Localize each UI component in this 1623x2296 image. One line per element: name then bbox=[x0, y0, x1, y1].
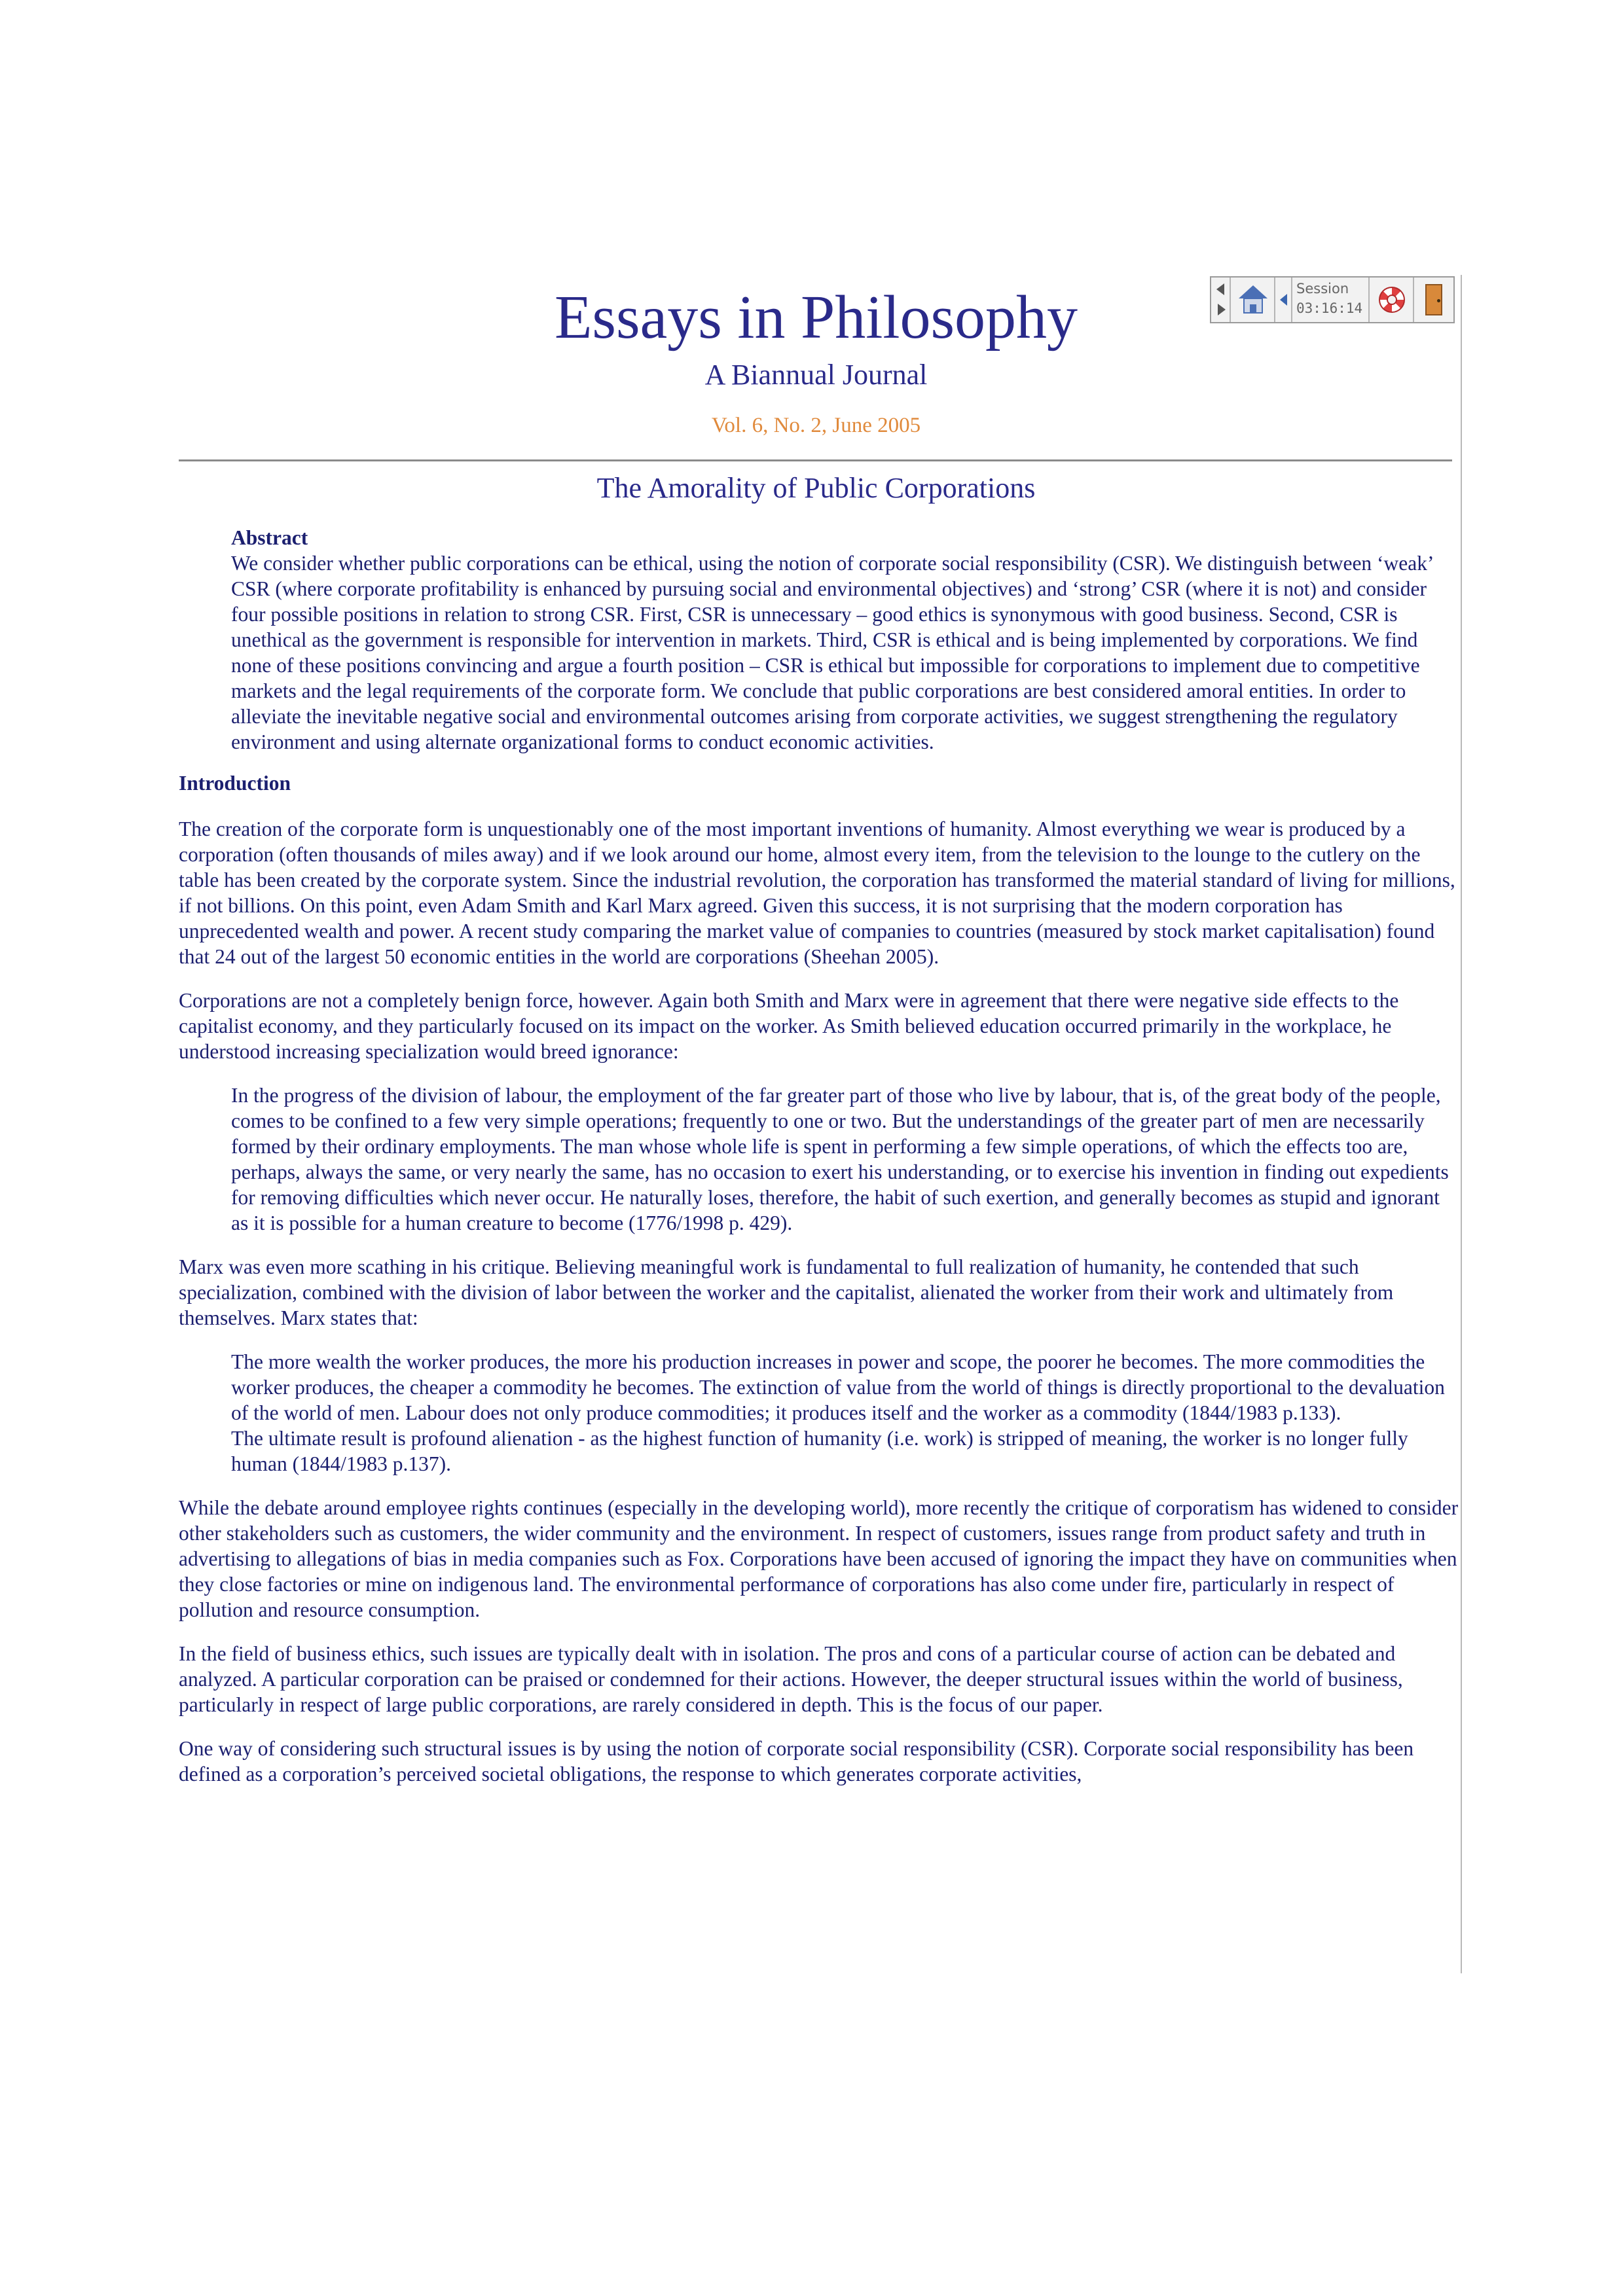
header-divider bbox=[179, 459, 1452, 461]
session-label: Session bbox=[1296, 281, 1349, 296]
prev-next-icon[interactable] bbox=[1211, 278, 1231, 322]
paragraph: While the debate around employee rights continues (especially in the developing world), more recently the critique of corporatism has widened to consider other stakeholders such as customers, the wider community and the environment. In respect of customers, issues range from product safety and truth in advertising to allegations of bias in media companies such as Fox. Corporations have been accused of ignoring the impact they have on communities when they close factories or mine on indigenous land. The environmental performance of corporations has also come under fire, particularly in respect of pollution and resource consumption. bbox=[179, 1496, 1459, 1621]
abstract-text: We consider whether public corporations can be ethical, using the notion of corporate social responsibility (CSR). We distinguish between ‘weak’ CSR (where corporate profitability is enhanced by pursuing social and environmental objectives) and ‘strong’ CSR (where it is not) and consider four possible positions in relation to strong CSR. First, CSR is unnecessary – good ethics is synonymous with good business. Second, CSR is unethical as the government is responsible for intervention in markets. Third, CSR is ethical and is being implemented by corporations. We find none of these positions convincing and argue a fourth position – CSR is ethical but impossible for corporations to implement due to competitive markets and the legal requirements of the corporate form. We conclude that public corporations are best considered amoral entities. In order to alleviate the inevitable negative social and environmental outcomes arising from corporate activities, we suggest strengthening the regulatory environment and using alternate organizational forms to conduct economic activities. bbox=[231, 552, 1433, 753]
session-time: 03:16:14 bbox=[1296, 300, 1363, 316]
article-body bbox=[179, 525, 1459, 1805]
block-quote-smith bbox=[231, 1083, 1455, 1236]
article-title: The Amorality of Public Corporations bbox=[596, 472, 1036, 504]
journal-title: Essays in Philosophy bbox=[554, 283, 1078, 351]
introduction-heading: Introduction bbox=[179, 772, 291, 795]
paragraph: In the field of business ethics, such issues are typically dealt with in isolation. The pros and cons of a particular course of action can be debated and analyzed. A particular corporation can be praised or condemned for their actions. However, the deeper structural issues within the world of business, particularly in respect of large public corporations, are rarely considered in depth. This is the focus of our paper. bbox=[179, 1642, 1403, 1716]
quote-text: The ultimate result is profound alienation - as the highest function of humanity (i.e. work) is stripped of meaning, the worker is no longer fully human (1844/1983 p.137). bbox=[231, 1427, 1408, 1475]
paragraph: The creation of the corporate form is unquestionably one of the most important inventions of humanity. Almost everything we wear is produced by a corporation (often thousands of miles away) and if we look around our home, almost every item, from the television to the lounge to the cutlery on the table has been created by the corporate system. Since the industrial revolution, the corporation has transformed the material standard of living for millions, if not billions. On this point, even Adam Smith and Karl Marx agreed. Given this success, it is not surprising that the modern corporation has unprecedented wealth and power. A recent study comparing the market value of companies to countries (measured by stock market capitalisation) found that 24 out of the largest 50 economic entities in the world are corporations (Sheehan 2005). bbox=[179, 817, 1455, 968]
help-icon[interactable] bbox=[1370, 278, 1414, 322]
quote-text: In the progress of the division of labour, the employment of the far greater part of those who live by labour, that is, of the great body of the people, comes to be confined to a few very simple operations; frequently to one or two. But the understandings of the greater part of men are necessarily formed by their ordinary employments. The man whose whole life is spent in performing a few simple operations, of which the effects too are, perhaps, always the same, or very nearly the same, has no occasion to exert his understanding, or to exercise his invention in finding out expedients for removing difficulties which never occur. He naturally loses, therefore, the habit of such exertion, and generally becomes as stupid and ignorant as it is possible for a human creature to become (1776/1998 p. 429). bbox=[231, 1084, 1449, 1234]
exit-icon[interactable] bbox=[1414, 278, 1453, 322]
journal-subtitle: A Biannual Journal bbox=[704, 359, 928, 391]
paragraph: Marx was even more scathing in his critique. Believing meaningful work is fundamental to full realization of humanity, he contended that such specialization, combined with the division of labor between the worker and the capitalist, alienated the worker from their work and ultimately from themselves. Marx states that: bbox=[179, 1255, 1394, 1329]
abstract bbox=[231, 525, 1446, 755]
quote-text: The more wealth the worker produces, the more his production increases in power and scope, the poorer he becomes. The more commodities the worker produces, the cheaper a commodity he becomes. The extinction of value from the world of things is directly proportional to the devaluation of the world of men. Labour does not only produce commodities; it produces itself and the worker as a commodity (1844/1983 p.133). bbox=[231, 1350, 1445, 1424]
page-edge-line bbox=[1461, 275, 1462, 1973]
session-timer bbox=[1292, 278, 1370, 322]
paragraph: Corporations are not a completely benign force, however. Again both Smith and Marx were in agreement that there were negative side effects to the capitalist economy, and they particularly focused on its impact on the worker. As Smith believed education occurred primarily in the workplace, he understood increasing specialization would breed ignorance: bbox=[179, 989, 1399, 1063]
back-icon[interactable] bbox=[1275, 278, 1292, 322]
abstract-heading: Abstract bbox=[231, 526, 308, 549]
next-page-icon[interactable] bbox=[1218, 304, 1226, 315]
navigation-toolbar bbox=[1210, 276, 1455, 323]
journal-issue: Vol. 6, No. 2, June 2005 bbox=[711, 414, 921, 437]
block-quote-marx bbox=[231, 1349, 1455, 1477]
paragraph: One way of considering such structural issues is by using the notion of corporate social responsibility (CSR). Corporate social responsibility has been defined as a corporation’s perceived societal obligations, the response to which generates corporate activities, bbox=[179, 1737, 1414, 1785]
home-icon[interactable] bbox=[1231, 278, 1275, 322]
previous-page-icon[interactable] bbox=[1216, 283, 1224, 295]
